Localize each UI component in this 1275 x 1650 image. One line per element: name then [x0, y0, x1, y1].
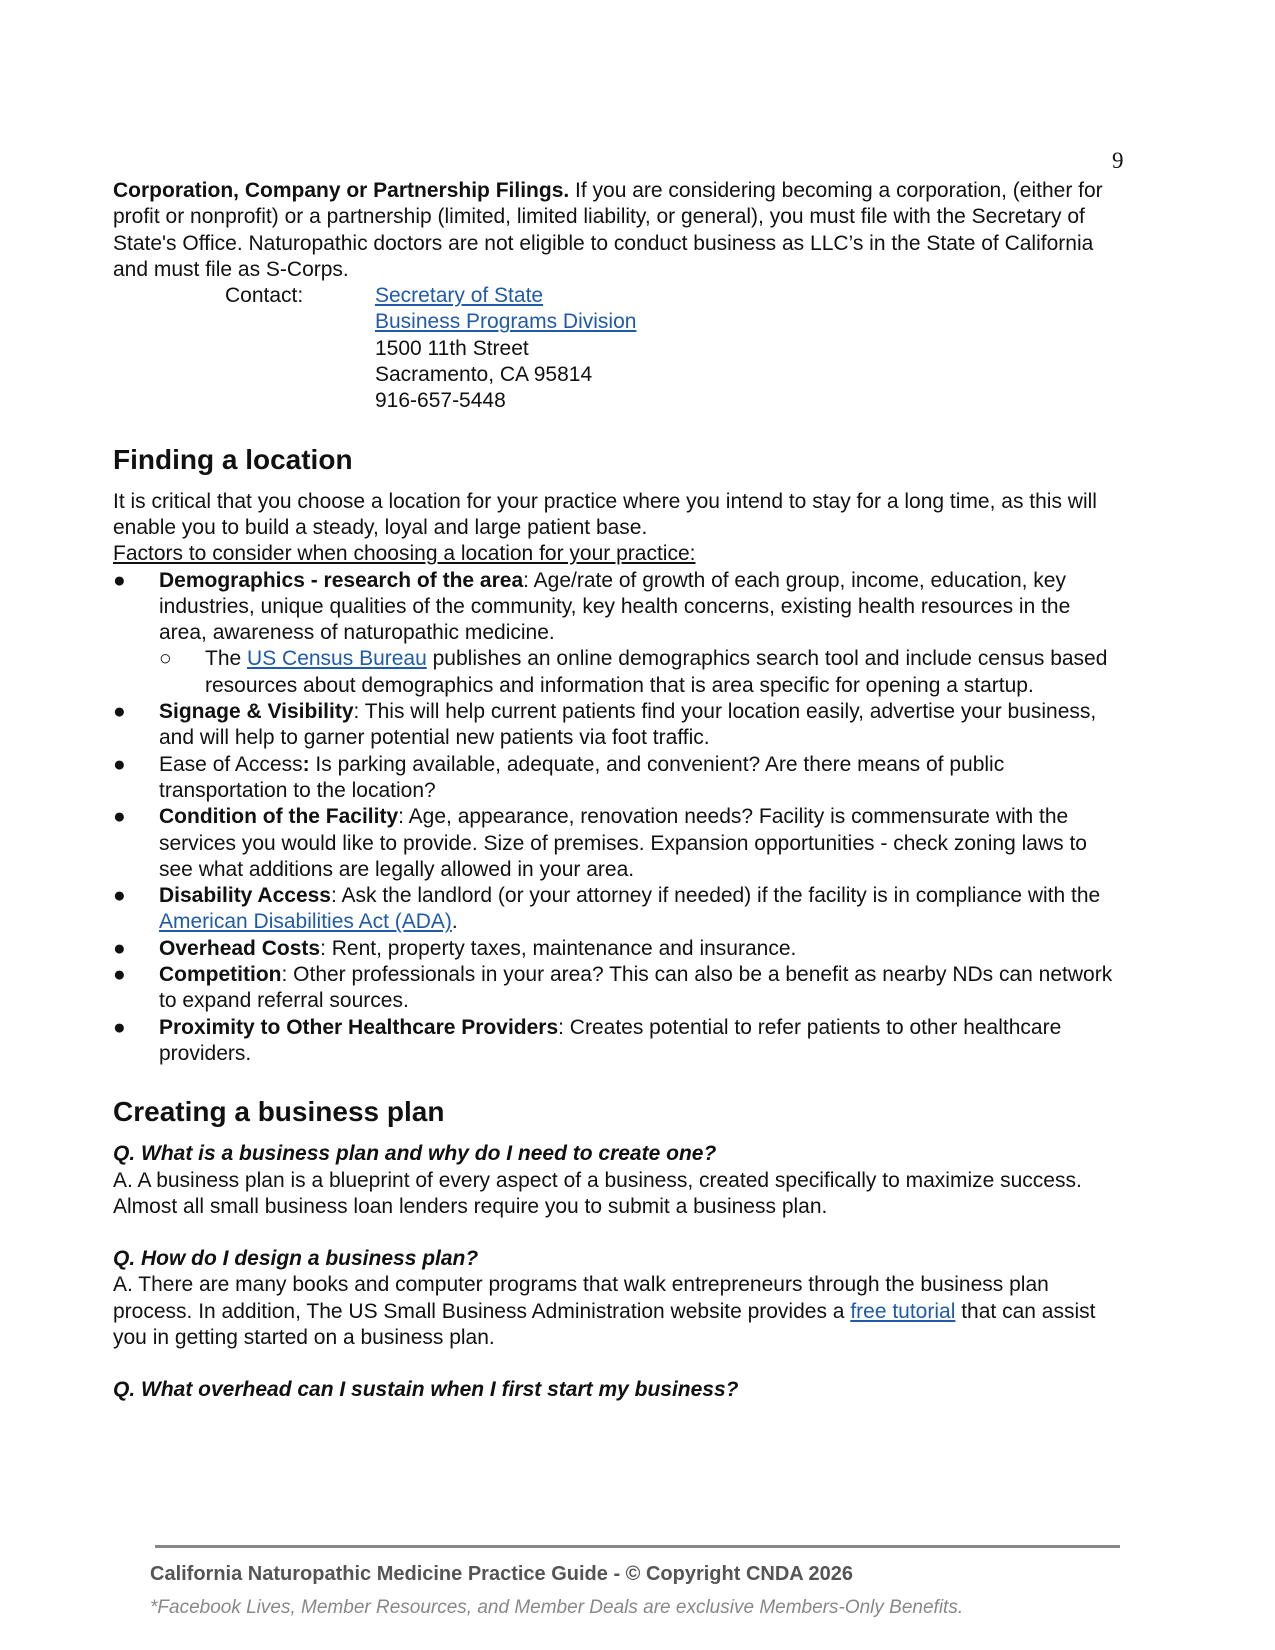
us-census-bureau-link[interactable]: US Census Bureau — [247, 647, 427, 671]
bullet-icon: ● — [113, 884, 126, 908]
item-text: : This will help current patients find your location easily, advertise your business, and will help to garner potential new patients via foot traffic. — [159, 700, 1097, 750]
item-bold: Condition of the Facility — [159, 805, 399, 829]
sub-item-text: publishes an online demographics search tool and include census based resources about demographics and information that is area specific for opening a startup. — [205, 647, 1108, 697]
filings-paragraph — [113, 178, 1123, 283]
bullet-icon: ● — [113, 805, 126, 829]
page-number: 9 — [1112, 148, 1124, 173]
filings-heading: Corporation, Company or Partnership Filings. — [113, 179, 570, 202]
bullet-icon: ● — [113, 700, 126, 724]
business-programs-division-link[interactable]: Business Programs Division — [375, 310, 637, 334]
answer-text: A. There are many books and computer programs that walk entrepreneurs through the business plan process. In addition, The US Small Business Administration website provides a — [113, 1273, 1049, 1323]
business-plan-heading: Creating a business plan — [113, 1096, 445, 1128]
item-bold: Overhead Costs — [159, 936, 321, 960]
bullet-icon: ● — [113, 568, 126, 592]
contact-block — [113, 283, 1123, 414]
question-3: Q. What overhead can I sustain when I first start my business? — [113, 1378, 739, 1402]
item-text: : Ask the landlord (or your attorney if needed) if the facility is in compliance with the — [330, 884, 1101, 908]
item-bold: Demographics - research of the area — [159, 568, 524, 592]
item-bold: Disability Access — [159, 884, 331, 908]
bullet-icon: ● — [113, 963, 126, 987]
list-item — [113, 699, 1123, 752]
item-bold: Proximity to Other Healthcare Providers — [159, 1015, 559, 1039]
item-text: . — [451, 910, 458, 934]
answer-2 — [113, 1272, 1123, 1351]
ada-link[interactable]: American Disabilities Act (ADA) — [159, 910, 452, 934]
answer-text: that can assist you in getting started on a business plan. — [113, 1299, 1096, 1349]
question-1: Q. What is a business plan and why do I need to create one? — [113, 1142, 717, 1166]
sub-list-item — [159, 646, 1123, 699]
secretary-of-state-link[interactable]: Secretary of State — [375, 284, 544, 308]
location-factors-list — [113, 568, 1123, 1068]
item-text: : Age/rate of growth of each group, income, education, key industries, unique qualities of the community, key health concerns, existing health resources in the area, awareness of naturopathic medicine. — [159, 568, 1071, 645]
item-bold: : — [302, 752, 310, 776]
contact-label: Contact: — [225, 284, 304, 308]
footer-divider — [155, 1545, 1120, 1548]
item-text: : Rent, property taxes, maintenance and insurance. — [320, 936, 797, 960]
sub-list — [159, 646, 1123, 699]
footer-title: California Naturopathic Medicine Practice Guide - © Copyright CNDA 2026 — [150, 1563, 854, 1585]
list-item — [113, 1015, 1123, 1068]
bullet-icon: ● — [113, 936, 126, 960]
sub-item-text: The — [205, 647, 248, 671]
answer-1: A. A business plan is a blueprint of every aspect of a business, created specifically to maximize success. Almost all small business loan lenders require you to submit a business plan. — [113, 1168, 1082, 1218]
list-item — [113, 936, 1123, 962]
location-intro: It is critical that you choose a location for your practice where you intend to stay for a long time, as this will enable you to build a steady, loyal and large patient base. — [113, 489, 1097, 539]
item-text: Is parking available, adequate, and convenient? Are there means of public transportation to the location? — [159, 752, 1005, 802]
bullet-icon: ● — [113, 1015, 126, 1039]
item-text: : Creates potential to refer patients to other healthcare providers. — [159, 1015, 1062, 1065]
factors-label: Factors to consider when choosing a location for your practice: — [113, 542, 696, 566]
item-bold: Signage & Visibility — [159, 700, 354, 724]
filings-text: If you are considering becoming a corporation, (either for profit or nonprofit) or a partnership (limited, limited liability, or general), you must file with the Secretary of State's Office. Naturopathic doctors are not eligible to conduct business as LLC’s in the State of California and must file as S-Corps. — [113, 179, 1103, 281]
finding-location-heading: Finding a location — [113, 443, 353, 475]
footer-note: *Facebook Lives, Member Resources, and Member Deals are exclusive Members-Only Benefits. — [150, 1597, 964, 1618]
list-item — [113, 804, 1123, 883]
address-line-1: 1500 11th Street — [375, 336, 529, 360]
list-item — [113, 568, 1123, 699]
address-line-2: Sacramento, CA 95814 — [375, 363, 593, 387]
item-text: : Age, appearance, renovation needs? Facility is commensurate with the services you would like to provide. Size of premises. Expansion opportunities - check zoning laws to see what additions are legally allowed in your area. — [159, 805, 1087, 881]
list-item — [113, 883, 1123, 936]
list-item — [113, 752, 1123, 805]
list-item — [113, 962, 1123, 1015]
question-2: Q. How do I design a business plan? — [113, 1247, 479, 1271]
item-bold: Competition — [159, 963, 282, 987]
item-text: : Other professionals in your area? This can also be a benefit as nearby NDs can network to expand referral sources. — [159, 963, 1113, 1013]
circle-bullet-icon: ○ — [159, 647, 172, 671]
free-tutorial-link[interactable]: free tutorial — [850, 1299, 956, 1323]
item-text: Ease of Access — [159, 752, 303, 776]
phone-number: 916-657-5448 — [375, 389, 506, 413]
bullet-icon: ● — [113, 752, 126, 776]
page-content — [113, 178, 1123, 1404]
